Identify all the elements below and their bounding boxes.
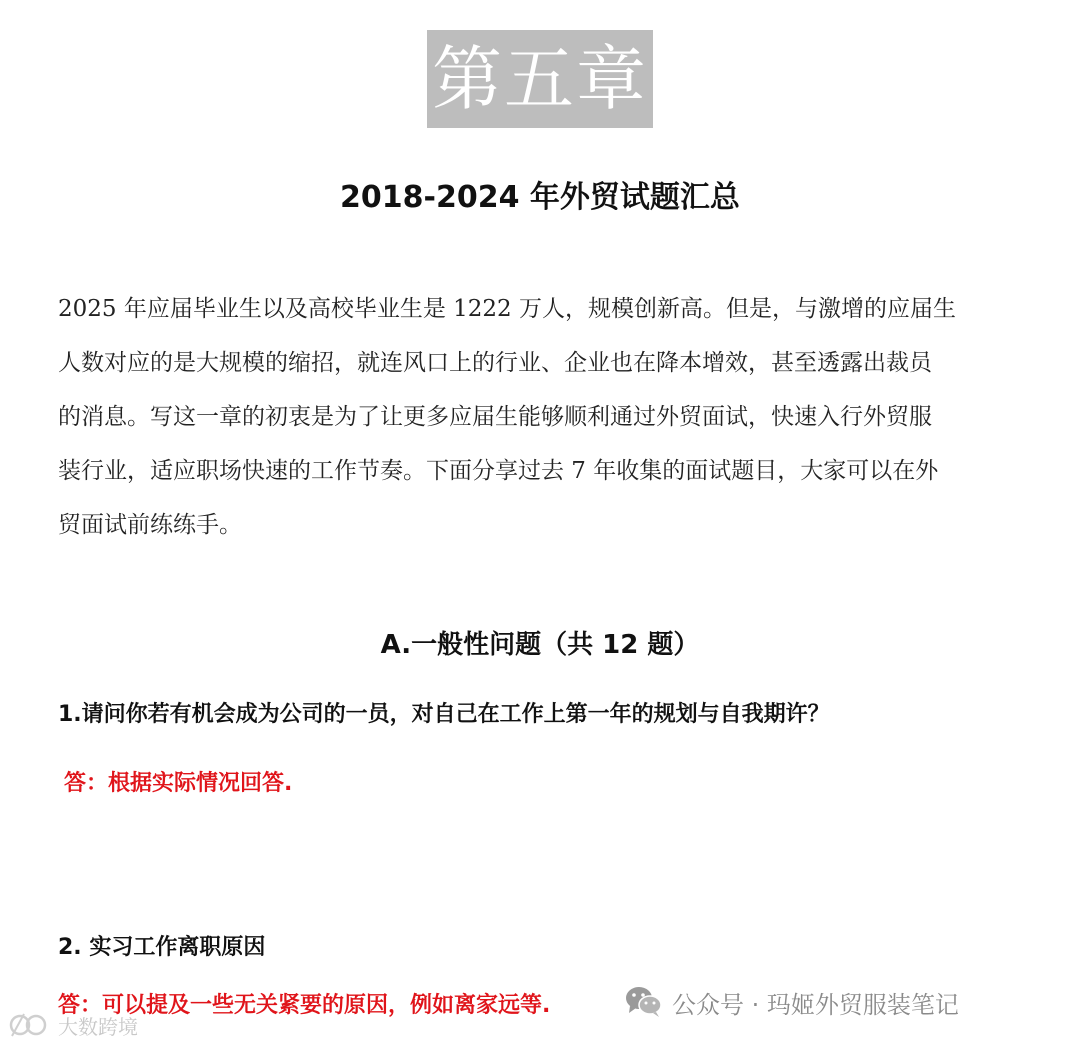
source-logo-icon [8,1010,52,1040]
intro-line: 贸面试前练练手。 [58,512,242,538]
wechat-icon [624,984,664,1020]
chapter-label: 第五章 [432,38,648,120]
intro-line: 人数对应的是大规模的缩招，就连风口上的行业、企业也在降本增效，甚至透露出裁员 [58,350,932,376]
question-2: 2. 实习工作离职原因 [58,935,266,960]
source-watermark-text: 大数跨境 [58,1014,138,1039]
question-1: 1.请问你若有机会成为公司的一员，对自己在工作上第一年的规划与自我期许？ [58,702,830,727]
intro-line: 装行业，适应职场快速的工作节奏。下面分享过去 7 年收集的面试题目，大家可以在外 [58,458,939,484]
intro-line: 的消息。写这一章的初衷是为了让更多应届生能够顺利通过外贸面试，快速入行外贸服 [58,404,932,430]
source-watermark [8,1010,138,1040]
answer-2: 答：可以提及一些无关紧要的原因，例如离家远等. [58,993,551,1018]
section-heading: A.一般性问题（共 12 题） [380,630,700,660]
intro-paragraph [58,282,1033,552]
chapter-banner [427,30,653,128]
intro-line: 2025 年应届毕业生以及高校毕业生是 1222 万人，规模创新高。但是，与激增的应届生 [58,296,956,322]
wechat-watermark-text: 公众号 · 玛姬外贸服装笔记 [672,990,959,1019]
answer-1: 答：根据实际情况回答. [64,771,293,796]
wechat-watermark [624,984,959,1020]
document-title: 2018-2024 年外贸试题汇总 [340,180,740,215]
